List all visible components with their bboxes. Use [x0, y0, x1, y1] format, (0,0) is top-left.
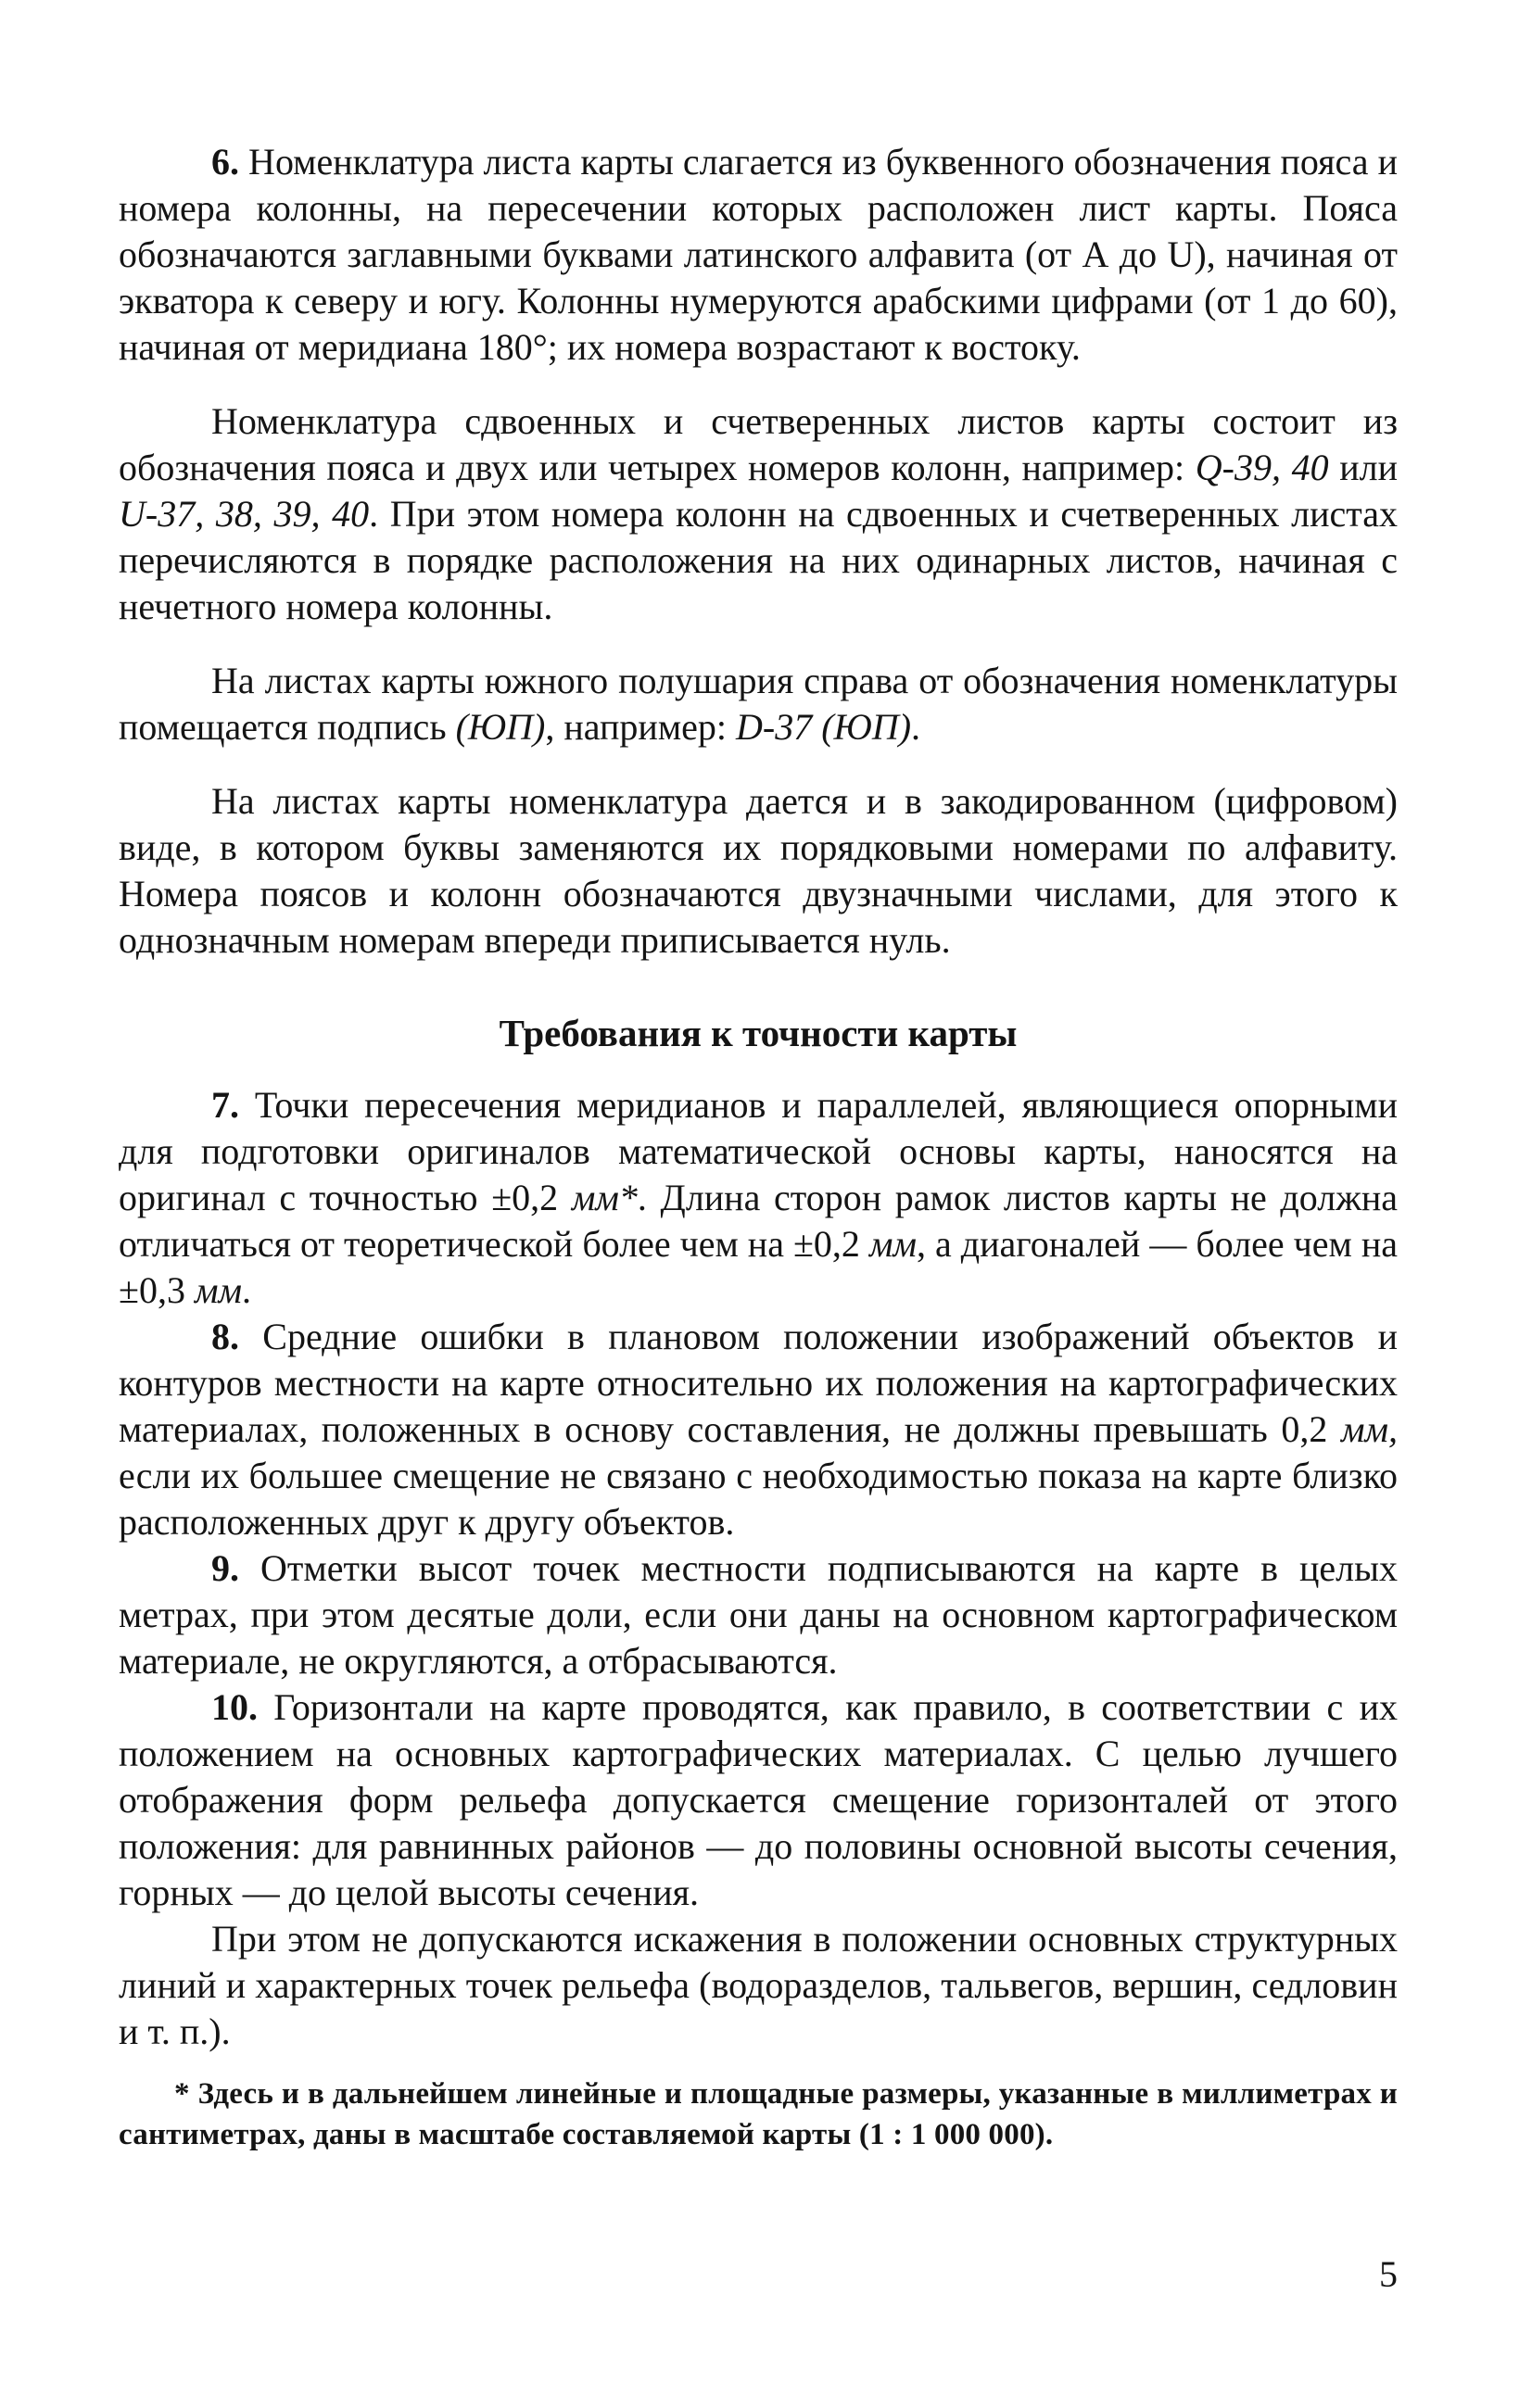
paragraph-coded-nomenclature	[119, 778, 1398, 964]
paragraph-text: , например:	[545, 706, 737, 748]
paragraph-text: На листах карты южного полушария справа от обозначения номенклатуры помещается подпись	[119, 660, 1398, 748]
southern-sign: (ЮП)	[455, 706, 546, 748]
paragraph-southern-hemisphere	[119, 658, 1398, 750]
paragraph-text: Точки пересечения меридианов и параллелей, являющиеся опорными для подготовки оригиналов математической основы карты, наносятся на оригинал с точностью ±0,2	[119, 1084, 1398, 1218]
paragraph-6	[119, 139, 1398, 371]
example-nomenclature: Q-39, 40	[1195, 447, 1329, 488]
paragraph-number: 8.	[211, 1316, 239, 1357]
paragraph-number: 9.	[211, 1547, 239, 1589]
paragraph-text: .	[242, 1269, 252, 1311]
example-nomenclature: D-37 (ЮП)	[736, 706, 912, 748]
unit-mm: мм*	[571, 1177, 638, 1218]
paragraph-text: или	[1328, 447, 1398, 488]
unit-mm: мм	[194, 1269, 243, 1311]
paragraph-text: Средние ошибки в плановом положении изображений объектов и контуров местности на карте относительно их положения на картографических материалах, положенных в основу составления, не должны превышать 0,2	[119, 1316, 1398, 1450]
paragraph-text: На листах карты номенклатура дается и в закодированном (цифровом) виде, в котором буквы заменяются их порядковыми номерами по алфавиту. Номера поясов и колонн обозначаются двузначными числами, для этого к однозначным номерам впереди приписывается нуль.	[119, 780, 1398, 961]
paragraph-text: Номенклатура листа карты слагается из буквенного обозначения пояса и номера колонны, на пересечении которых расположен лист карты. Пояса обозначаются заглавными буквами латинского алфавита (от А до U), начиная от экватора к северу и югу. Колонны нумеруются арабскими цифрами (от 1 до 60), начиная от меридиана 180°; их номера возрастают к востоку.	[119, 141, 1398, 368]
paragraph-number: 7.	[211, 1084, 239, 1126]
paragraph-double-sheets	[119, 398, 1398, 630]
paragraph-number: 6.	[211, 141, 239, 183]
unit-mm: мм,	[1340, 1408, 1398, 1450]
paragraph-text: . При этом номера колонн на сдвоенных и счетверенных листах перечисляются в порядке расположения на них одинарных листов, начиная с нечетного номера колонны.	[119, 493, 1398, 627]
paragraph-text: если их большее смещение не связано с необходимостью показа на карте близко расположенных друг к другу объектов.	[119, 1455, 1398, 1543]
paragraph-text: Отметки высот точек местности подписываются на карте в целых метрах, при этом десятые доли, если они даны на основном картографическом материале, не округляются, а отбрасываются.	[119, 1547, 1398, 1682]
page-body	[119, 139, 1398, 2155]
paragraph-text: При этом не допускаются искажения в положении основных структурных линий и характерных точек рельефа (водоразделов, тальвегов, вершин, седловин и т. п.).	[119, 1918, 1398, 2052]
paragraph-number: 10.	[211, 1686, 258, 1728]
page-number: 5	[1379, 2253, 1398, 2295]
paragraph-text: Горизонтали на карте проводятся, как правило, в соответствии с их положением на основных картографических материалах. С целью лучшего отображения форм рельефа допускается смещение горизонталей от этого положения: для равнинных районов — до половины основной высоты сечения, горных — до целой высоты сечения.	[119, 1686, 1398, 1913]
paragraph-text: . Длина сторон рамок листов карты не должна отличаться от теоретической более чем на ±0,2	[119, 1177, 1398, 1265]
paragraph-10	[119, 1684, 1398, 1916]
paragraph-text: Номенклатура сдвоенных и счетверенных листов карты состоит из обозначения пояса и двух или четырех номеров колонн, например:	[119, 400, 1398, 488]
footnote: * Здесь и в дальнейшем линейные и площадные размеры, указанные в миллиметрах и сантиметрах, даны в масштабе составляемой карты (1 : 1 000 000).	[119, 2077, 1398, 2151]
paragraph-8	[119, 1314, 1398, 1545]
example-nomenclature: U-37, 38, 39, 40	[119, 493, 370, 535]
paragraph-text: .	[911, 706, 921, 748]
paragraph-distortion	[119, 1916, 1398, 2055]
section-heading: Требования к точности карты	[499, 1012, 1018, 1054]
paragraph-9	[119, 1545, 1398, 1684]
paragraph-text: , а диагоналей — более чем на ±0,3	[119, 1223, 1398, 1311]
unit-mm: мм	[868, 1223, 917, 1265]
paragraph-7	[119, 1082, 1398, 1314]
